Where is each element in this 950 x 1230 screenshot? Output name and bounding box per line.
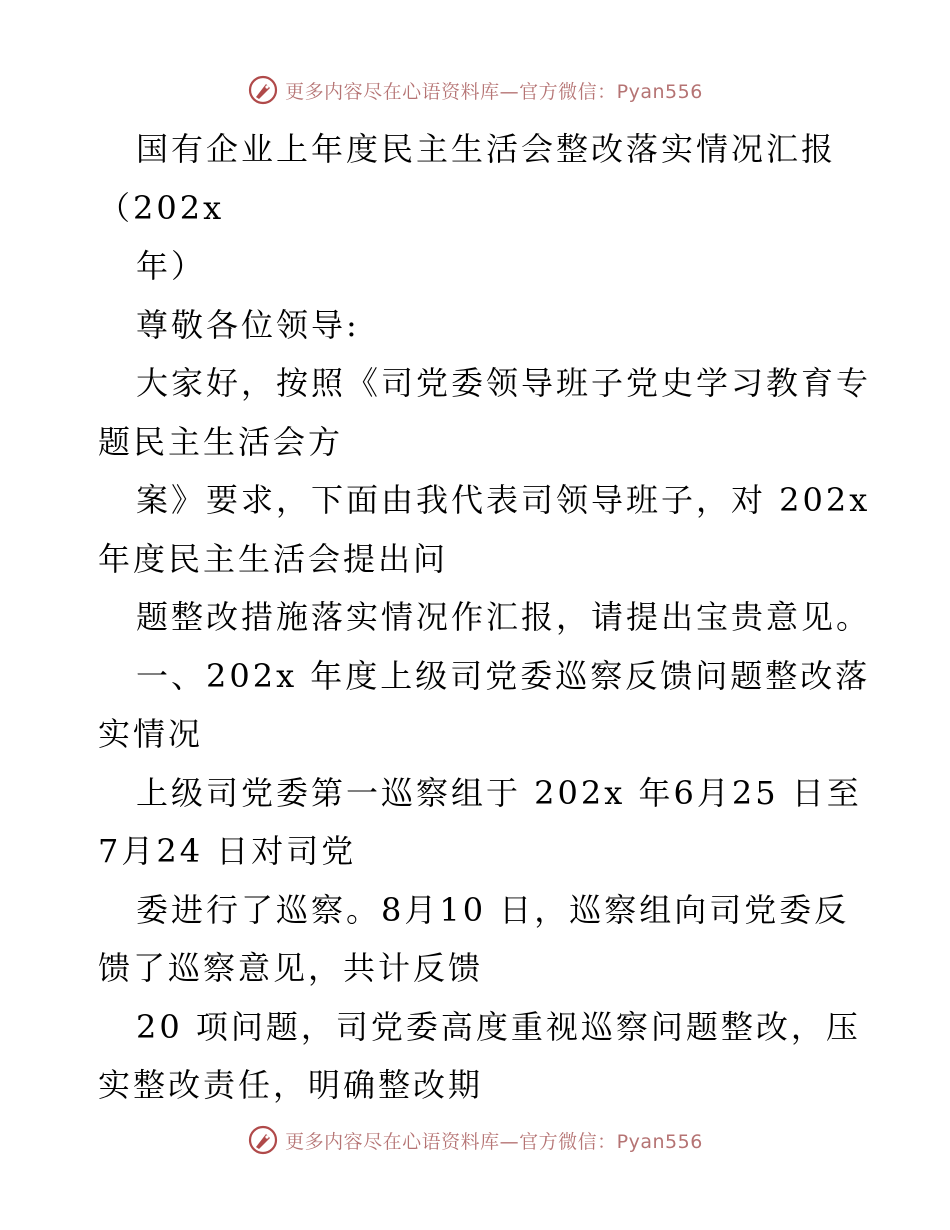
document-body [98, 120, 872, 1115]
text-line: 委进行了巡察。8月10 日，巡察组向司党委反 [136, 890, 850, 929]
text-line: 7月24 日对司党 [98, 832, 357, 870]
watermark-text: 更多内容尽在心语资料库—官方微信：Pyan556 [285, 80, 703, 103]
text-line: 一、202x 年度上级司党委巡察反馈问题整改落 [136, 656, 871, 695]
header-watermark [0, 70, 950, 110]
text-line: 尊敬各位领导: [136, 305, 360, 344]
text-line: 大家好，按照《司党委领导班子党史学习教育专 [136, 364, 872, 402]
watermark-text: 更多内容尽在心语资料库—官方微信：Pyan556 [285, 1130, 703, 1153]
text-line: 馈了巡察意见，共计反馈 [98, 949, 484, 987]
pen-nib-logo-icon [247, 1124, 279, 1156]
text-line: 国有企业上年度民主生活会整改落实情况汇报 [136, 130, 837, 168]
text-line: 案》要求，下面由我代表司领导班子，对 202x [136, 481, 871, 519]
text-line: 实情况 [98, 715, 204, 753]
footer-watermark [0, 1120, 950, 1160]
text-line: 20 项问题，司党委高度重视巡察问题整改，压 [136, 1007, 861, 1046]
pen-nib-logo-icon [247, 74, 279, 106]
text-line: （202x [98, 188, 225, 227]
watermark-group [247, 1124, 703, 1156]
text-line: 实整改责任，明确整改期 [98, 1066, 484, 1104]
text-line: 题整改措施落实情况作汇报，请提出宝贵意见。 [136, 598, 872, 636]
text-line: 年度民主生活会提出问 [98, 539, 449, 578]
text-line: 题民主生活会方 [98, 422, 344, 461]
text-line: 上级司党委第一巡察组于 202x 年6月25 日至 [136, 773, 862, 812]
text-line: 年） [136, 247, 207, 285]
watermark-group [247, 74, 703, 106]
